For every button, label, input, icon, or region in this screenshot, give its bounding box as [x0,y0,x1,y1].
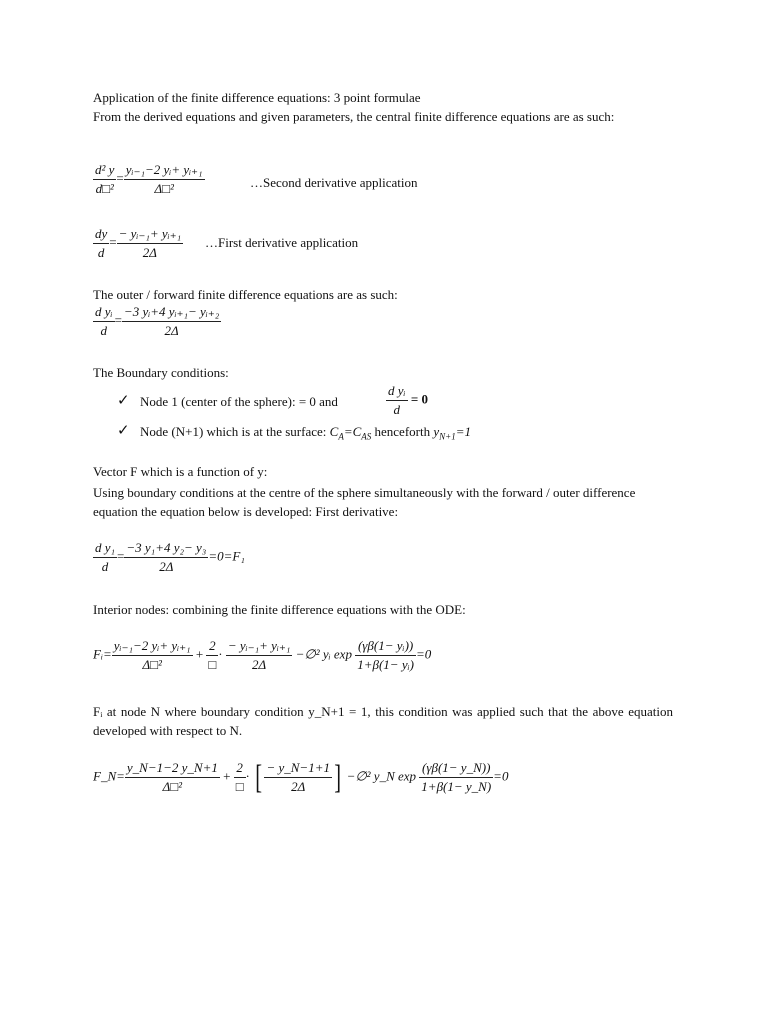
intro-paragraph: From the derived equations and given parameters, the central finite difference equations are as such: [93,109,615,124]
vector-paragraph: Using boundary conditions at the centre of the sphere simultaneously with the forward / outer difference equation the equation below is developed: First derivative: [93,485,636,519]
vector-heading: Vector F which is a function of y: [93,464,268,479]
boundary-heading: The Boundary conditions: [93,365,229,380]
lhs-fraction: $\frac{\text{d² y}}{\text{d□²}}$ [95,162,115,196]
outer-intro: The outer / forward finite difference equations are as such: [93,287,398,302]
checkmark-icon: ✓ [117,391,130,409]
right-bracket: ] [334,758,342,796]
bc-node1-text: Node 1 (center of the sphere): = 0 and [140,394,338,409]
second-derivative-label: …Second derivative application [250,175,418,190]
rhs-fraction: $\frac{\text{yᵢ₋₁−2 yᵢ+ yᵢ₊₁}}{\text{Δ□²}}$ [125,162,203,196]
fi-equation: Fᵢ= $\frac{\text{yᵢ₋₁−2 yᵢ+ yᵢ₊₁}}{\text{Δ□²}}$ + $\frac{2}{□}$ · $\frac{\text{− yᵢ₋₁+ yᵢ₊₁}}{2\Delta}$ −∅² yᵢ exp $\frac{\text{(γβ(1− yᵢ))}}{\text{1+β(1− yᵢ)}}$ =0 [93,638,432,672]
checkmark-icon: ✓ [117,421,130,439]
bc-node-n1: Node (N+1) which is at the surface: $C_A=C_{AS}$ henceforth $y_{N+1}=1$ [140,424,471,442]
second-derivative-equation: $\frac{\text{d² y}}{\text{d□²}}$ = $\frac{\text{yᵢ₋₁−2 yᵢ+ yᵢ₊₁}}{\text{Δ□²}}$ [95,162,203,196]
outer-equation: $\frac{\text{d yᵢ}}{d}$ = $\frac{\text{−3 yᵢ+4 yᵢ₊₁− yᵢ₊₂}}{2\Delta}$ [95,304,220,338]
fn-paragraph: Fᵢ at node N where boundary condition y_N+1 = 1, this condition was applied such that the above equation developed with respect to N. [93,704,673,738]
first-derivative-equation: $\frac{dy}{d}$ = $\frac{\text{− yᵢ₋₁+ yᵢ₊₁}}{2\Delta}$ [95,226,182,260]
bc-node1-fraction: $\frac{\text{d yᵢ}}{d}$ = 0 [388,383,428,417]
f1-equation: $\frac{\text{d y₁}}{d}$ = $\frac{\text{−3 y₁+4 y₂− y₃}}{2\Delta}$ =0=F₁ [95,540,245,574]
interior-paragraph: Interior nodes: combining the finite difference equations with the ODE: [93,602,466,617]
fn-equation: F_N= $\frac{y\_N-1-2 y\_N+1}{\text{Δ□²}}$ + $\frac{2}{□}$ · [ $\frac{- y\_N-1+1}{2\Delta}$ ] −∅² y_N exp $\frac{(\gamma\beta(1- y\_N))}{1+\beta(1- y\_N)}$ =0 [93,758,509,796]
section-heading: Application of the finite difference equations: 3 point formulae [93,90,421,105]
surface-value: $y_{N+1}=1$ [433,424,471,442]
surface-condition: $C_A=C_{AS}$ [329,424,372,442]
left-bracket: [ [255,758,263,796]
first-derivative-label: …First derivative application [205,235,359,250]
